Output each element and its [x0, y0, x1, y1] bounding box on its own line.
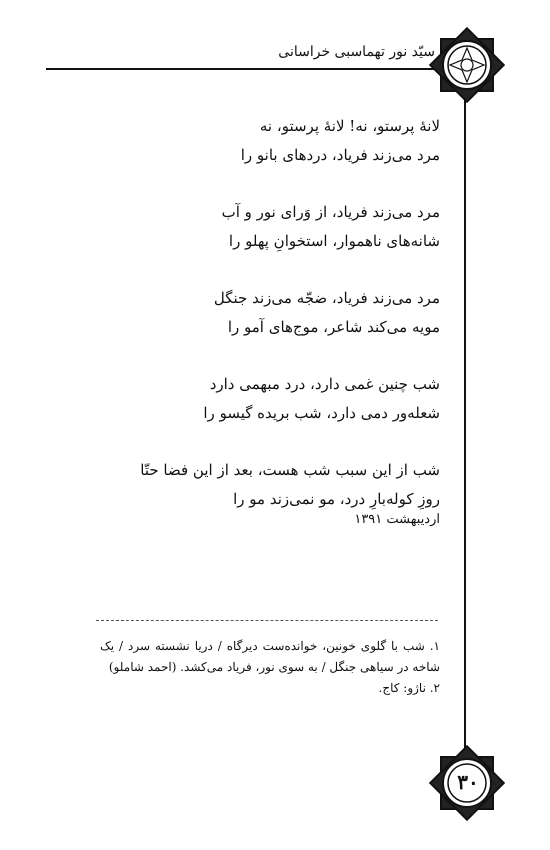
poem-line: لانهٔ پرستو، نه! لانهٔ پرستو، نه	[259, 117, 440, 135]
poem-line: مویه می‌کند شاعر، موج‌های آمو را	[227, 318, 440, 336]
stanza	[110, 370, 440, 428]
page-number: ۳۰	[457, 770, 479, 794]
poem-line: مرد می‌زند فریاد، از وَرای نور و آب	[221, 203, 440, 221]
poem-line: شانه‌های ناهموار، استخوانِ پهلو را	[228, 232, 440, 250]
stanza	[110, 284, 440, 342]
poem-line: روزِ کوله‌بارِ درد، مو نمی‌زند مو را	[233, 490, 440, 508]
footnote-divider	[96, 620, 438, 621]
poem-line: شعله‌ور دمی دارد، شب بریده گیسو را	[203, 404, 440, 422]
top-ornament-icon	[424, 22, 510, 108]
running-header-title: سیّد نور تهماسبی خراسانی	[278, 44, 435, 60]
margin-vertical-rule	[464, 88, 466, 754]
header-rule	[46, 68, 466, 70]
poem-line: شب از این سبب شب هست، بعد از این فضا حتّا	[140, 461, 440, 479]
footnotes	[100, 636, 440, 699]
poem-line: شب چنین غمی دارد، درد مبهمی دارد	[209, 375, 440, 393]
stanza	[110, 112, 440, 170]
stanza	[110, 456, 440, 514]
poem-body	[110, 112, 440, 542]
poem-line: مرد می‌زند فریاد، دردهای بانو را	[240, 146, 440, 164]
footnote-1: ۱. شب با گلوی خونین، خوانده‌ست دیرگاه / دریا نشسته سرد / یک شاخه در سیاهی جنگل / به سوی نور، فریاد می‌کشد. (احمد شاملو)	[100, 639, 440, 674]
poem-line: مرد می‌زند فریاد، ضجّه می‌زند جنگل	[213, 289, 440, 307]
stanza	[110, 198, 440, 256]
poem-date: اردیبهشت ۱۳۹۱	[354, 512, 440, 527]
footnote-2: ۲. ناژو: کاج.	[378, 681, 440, 695]
